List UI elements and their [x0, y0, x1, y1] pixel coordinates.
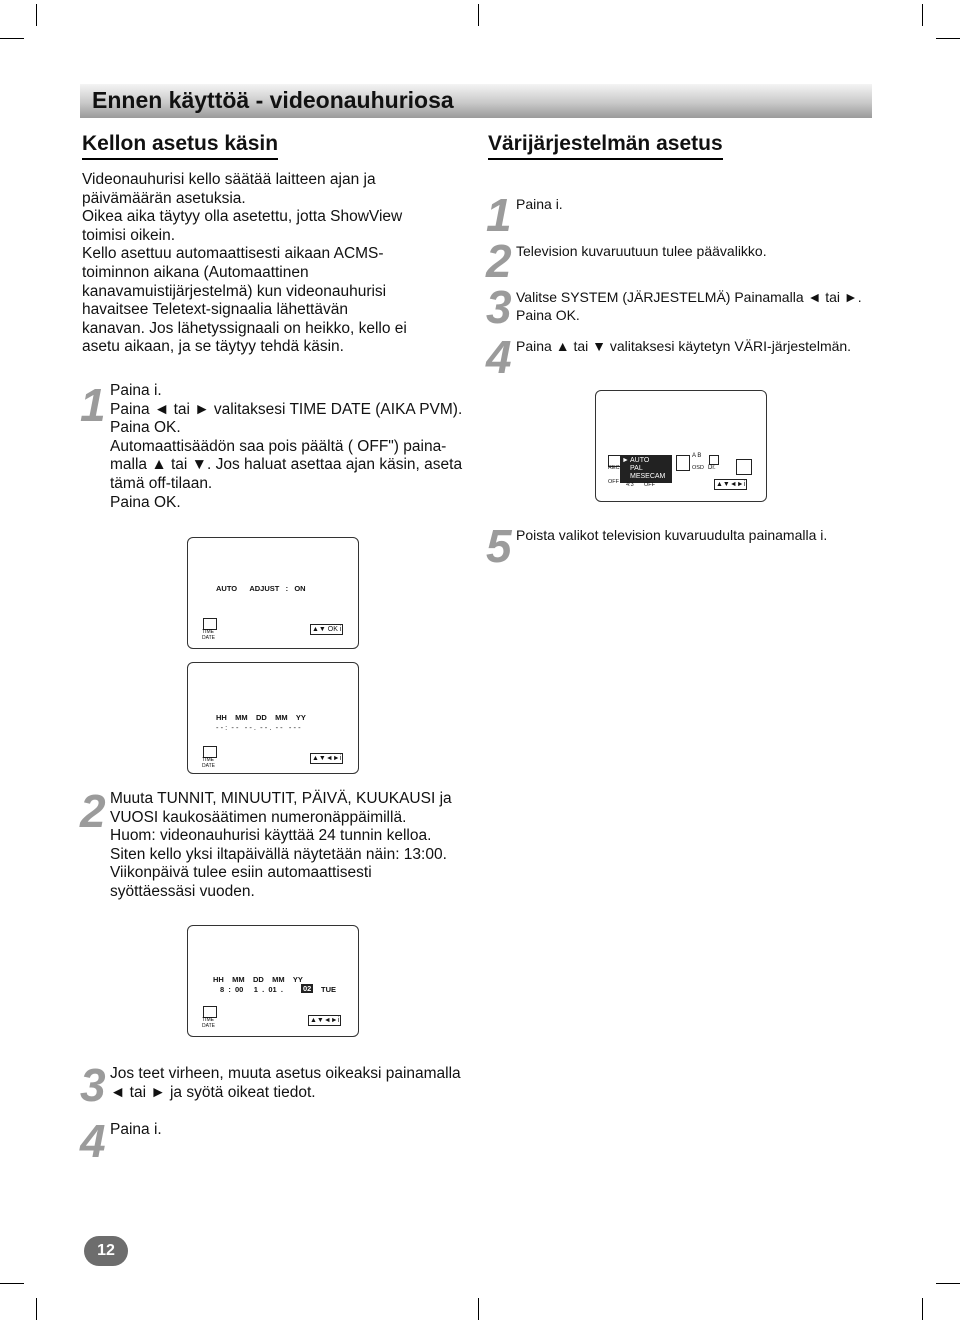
step-number: 5 — [486, 520, 512, 572]
text-line: Jos teet virheen, muuta asetus oikeaksi painamalla — [110, 1065, 461, 1082]
text-line: syöttäessäsi vuoden. — [110, 882, 255, 900]
crop-mark — [922, 1298, 923, 1320]
step-number: 2 — [486, 235, 512, 287]
section-title-color-system: Värijärjestelmän asetus — [488, 132, 723, 160]
text-line: Muuta TUNNIT, MINUUTIT, PÄIVÄ, KUUKAUSI ja — [110, 790, 452, 807]
text-line: havaitsee Teletext-signaalia lähettävän — [82, 301, 348, 319]
osd-header: HH MM DD MM YY — [213, 975, 303, 984]
crop-mark — [936, 1283, 960, 1284]
right-step-2-text — [516, 242, 916, 260]
text-line: VUOSI kaukosäätimen numeronäppäimillä. — [110, 808, 407, 826]
osd-left-label: OFF — [608, 479, 619, 485]
osd-weekday: TUE — [321, 985, 336, 994]
page-title: Ennen käyttöä - videonauhuriosa — [92, 87, 454, 113]
crop-mark — [922, 4, 923, 26]
text-line: Paina i. — [110, 382, 162, 399]
text-line: Paina OK. — [110, 493, 181, 511]
text-line: toimisi oikein. — [82, 226, 176, 244]
step-number: 3 — [486, 281, 512, 333]
crop-mark — [478, 1298, 479, 1320]
text-line: Automaattisäädön saa pois päältä ( OFF") paina- — [110, 437, 447, 455]
right-step-4-text — [516, 337, 916, 355]
osd-screen-time-date-empty — [187, 662, 359, 774]
crop-mark — [0, 38, 24, 39]
right-step-3-text — [516, 288, 916, 324]
step-number: 1 — [80, 379, 106, 431]
osd-ab-label: A B — [692, 453, 702, 459]
text-line: Siten kello yksi iltapäivällä näytetään näin: 13:00. — [110, 845, 447, 863]
osd-icon-label: TIME DATE — [202, 757, 215, 769]
crop-mark — [0, 1283, 24, 1284]
osd-screen-color-system — [595, 390, 767, 502]
osd-controls: ▲▼◄►i — [312, 755, 342, 762]
crop-mark — [36, 4, 37, 26]
text-line: kanavamuistijärjestelmä) kun videonauhurisi — [82, 282, 387, 300]
text-line: Viikonpäivä tulee esiin automaattisesti — [110, 864, 372, 882]
right-step-5-text — [516, 526, 916, 544]
text-line: Oikea aika täytyy olla asetettu, jotta ShowView — [82, 208, 403, 226]
osd-header: HH MM DD MM YY — [216, 713, 306, 722]
osd-icon-label: TIME DATE — [202, 1017, 215, 1029]
language-icon — [736, 459, 752, 475]
text-line: kanavan. Jos lähetyssignaali on heikko, kello ei — [82, 319, 407, 337]
step-1-text — [110, 382, 470, 512]
osd-left-label: REC — [608, 465, 620, 471]
text-line: Television kuvaruutuun tulee päävalikko. — [516, 243, 767, 259]
text-line: Videonauhurisi kello säätää laitteen ajan ja — [82, 171, 376, 188]
intro-paragraph — [82, 171, 462, 357]
option-auto: AUTO — [630, 457, 650, 464]
step-3-text — [110, 1065, 470, 1102]
osd-auto-adjust-text: AUTO ADJUST : ON — [216, 584, 306, 593]
text-line: Huom: videonauhurisi käyttää 24 tunnin kelloa. — [110, 827, 432, 845]
step-number: 4 — [486, 331, 512, 383]
text-line: Paina ◄ tai ► valitaksesi TIME DATE (AIKA PVM). — [110, 400, 463, 418]
decoder-icon — [709, 455, 719, 465]
right-step-1-text — [516, 195, 916, 213]
osd-year-highlight: 02 — [303, 984, 312, 993]
option-pal: PAL — [630, 465, 643, 472]
osd-controls: ▲▼◄►i — [716, 481, 746, 488]
step-4-text — [110, 1121, 470, 1140]
step-number: 2 — [80, 785, 106, 837]
step-number: 4 — [80, 1115, 106, 1167]
text-line: Kello asettuu automaattisesti aikaan ACMS- — [82, 245, 384, 263]
osd-row: - - : - - - - . - - . - - - - - — [216, 723, 301, 732]
crop-mark — [478, 4, 479, 26]
osd-controls: ▲▼ OK i — [312, 626, 342, 633]
crop-mark — [936, 38, 960, 39]
text-line: Paina i. — [110, 1121, 162, 1138]
step-2-text — [110, 790, 470, 902]
text-line: Paina i. — [516, 196, 563, 212]
selected-arrow-icon: ► — [622, 457, 629, 464]
step-number: 3 — [80, 1059, 106, 1111]
text-line: Paina ▲ tai ▼ valitaksesi käytetyn VÄRI-järjestelmän. — [516, 338, 852, 354]
text-line: Paina OK. — [516, 307, 580, 323]
system-icon — [676, 455, 690, 471]
osd-aspect-label: 4:3 — [626, 482, 634, 488]
section-title-clock: Kellon asetus käsin — [82, 132, 278, 160]
crop-mark — [36, 1298, 37, 1320]
header-bar — [80, 84, 872, 118]
text-line: tämä off-tilaan. — [110, 474, 213, 492]
osd-icon-label: TIME DATE — [202, 629, 215, 641]
text-line: malla ▲ tai ▼. Jos haluat asettaa ajan käsin, aseta — [110, 456, 463, 474]
text-line: ◄ tai ► ja syötä oikeat tiedot. — [110, 1083, 316, 1101]
osd-screen-time-date-set — [187, 925, 359, 1037]
page-number: 12 — [84, 1236, 128, 1266]
osd-oso-label: OSD — [692, 465, 704, 471]
osd-option-list — [620, 455, 672, 483]
text-line: Paina OK. — [110, 419, 181, 437]
osd-controls: ▲▼◄►i — [310, 1017, 340, 1024]
osd-bottom-off: OFF — [644, 482, 655, 488]
text-line: Poista valikot television kuvaruudulta painamalla i. — [516, 527, 828, 543]
text-line: toiminnon aikana (Automaattinen — [82, 263, 309, 281]
step-number: 1 — [486, 189, 512, 241]
text-line: Valitse SYSTEM (JÄRJESTELMÄ) Painamalla ◄ tai ►. — [516, 289, 862, 305]
osd-dr-label: Dr. — [708, 465, 716, 471]
osd-screen-auto-adjust — [187, 537, 359, 649]
option-mesecam: MESECAM — [630, 473, 666, 480]
text-line: päivämäärän asetuksia. — [82, 189, 246, 207]
osd-row: 8 : 00 1 . 01 . — [220, 985, 283, 994]
text-line: asetu aikaan, ja se täytyy tehdä käsin. — [82, 338, 344, 356]
